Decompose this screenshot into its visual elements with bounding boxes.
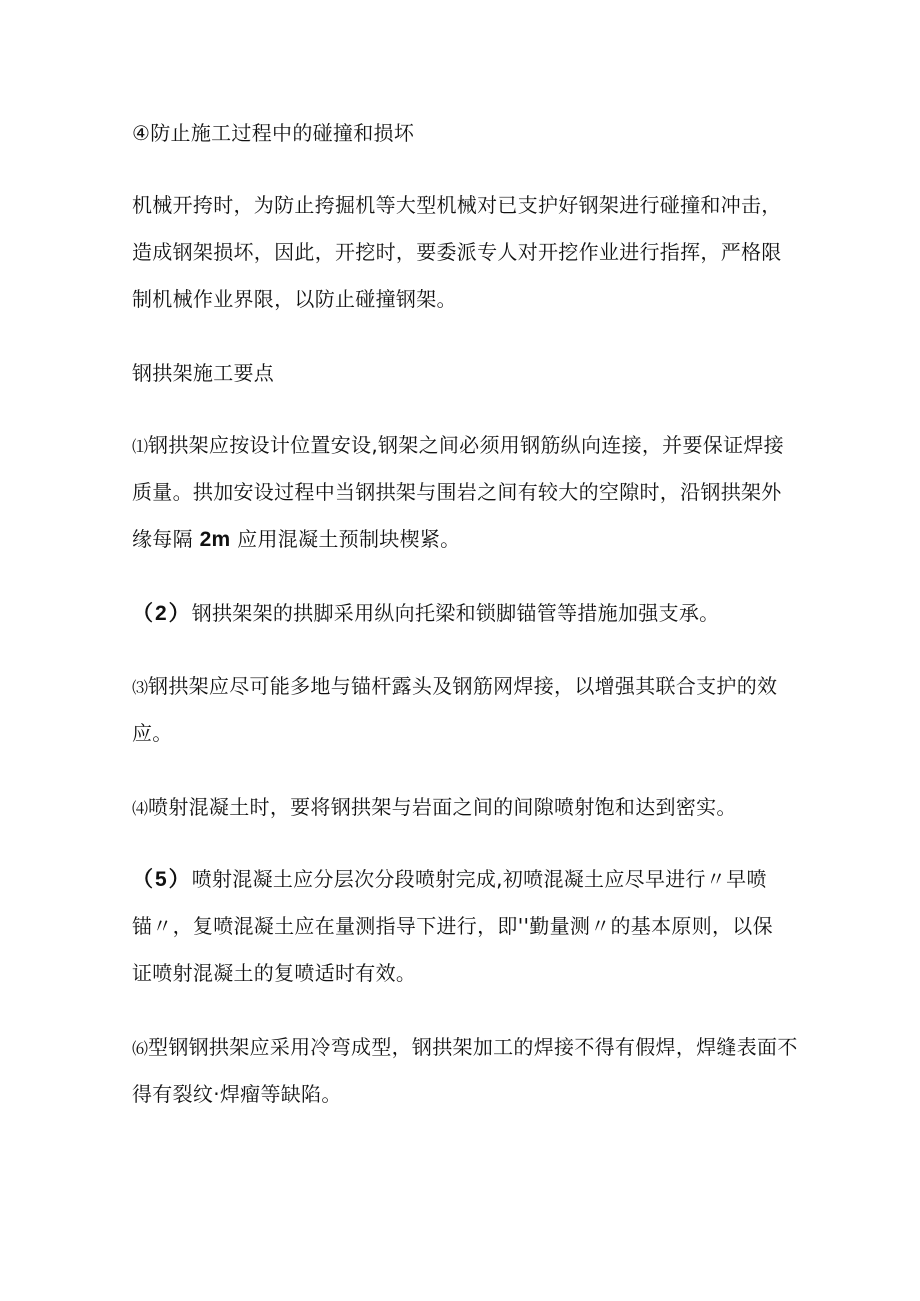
paragraph-text: 钢拱架架的拱脚采用纵向托梁和锁脚锚管等措施加强支承。 [191, 601, 720, 625]
list-marker: ⑶ [132, 678, 149, 697]
paragraph-line: 应。 [132, 721, 173, 745]
paragraph-text: 钢拱架应按设计位置安设,钢架之间必须用钢筋纵向连接，并要保证焊接 [148, 433, 784, 457]
paragraph-line: 证喷射混凝土的复喷适时有效。 [132, 961, 417, 985]
paragraph-line: 质量。拱加安设过程中当钢拱架与围岩之间有较大的空隙时，沿钢拱架外 [132, 480, 782, 504]
paragraph-text: 型钢钢拱架应采用冷弯成型，钢拱架加工的焊接不得有假焊，焊缝表面不 [148, 1035, 798, 1059]
list-marker: ⑴ [132, 437, 149, 456]
paragraph-line [132, 431, 784, 461]
list-marker: ⑹ [132, 1039, 149, 1058]
paragraph-line: 锚〃，复喷混凝土应在量测指导下进行，即''勤量测〃的基本原则，以保 [132, 914, 773, 938]
list-marker: （5） [132, 868, 192, 891]
paragraph-line [132, 793, 737, 823]
paragraph-line [132, 599, 720, 628]
paragraph-text: 喷射混凝土时，要将钢拱架与岩面之间的间隙喷射饱和达到密实。 [148, 795, 737, 819]
section-heading: ④防止施工过程中的碰撞和损坏 [132, 121, 415, 145]
paragraph-line: 制机械作业界限，以防止碰撞钢架。 [132, 287, 457, 311]
paragraph-line [132, 865, 767, 894]
paragraph-text: 缘每隔 [132, 527, 200, 551]
paragraph-line: 造成钢架损坏，因此，开挖时，要委派专人对开挖作业进行指挥，严格限 [132, 240, 782, 264]
paragraph-line: 机械开挎时，为防止挎掘机等大型机械对已支护好钢架进行碰撞和冲击， [132, 193, 782, 217]
paragraph-text: 钢拱架应尽可能多地与锚杆露头及钢筋网焊接，以增强其联合支护的效 [148, 674, 778, 698]
paragraph-text: 应用混凝土预制块楔紧。 [230, 527, 461, 551]
key-points-title: 钢拱架施工要点 [132, 361, 275, 385]
paragraph-line [132, 525, 460, 554]
spacing-value: 2m [199, 528, 231, 551]
paragraph-line [132, 1033, 798, 1063]
list-marker: （2） [132, 602, 192, 625]
paragraph-text: 喷射混凝土应分层次分段喷射完成,初喷混凝土应尽早进行〃早喷 [191, 867, 767, 891]
paragraph-line [132, 672, 777, 702]
paragraph-line: 得有裂纹·焊瘤等缺陷。 [132, 1082, 342, 1106]
list-marker: ⑷ [132, 799, 149, 818]
